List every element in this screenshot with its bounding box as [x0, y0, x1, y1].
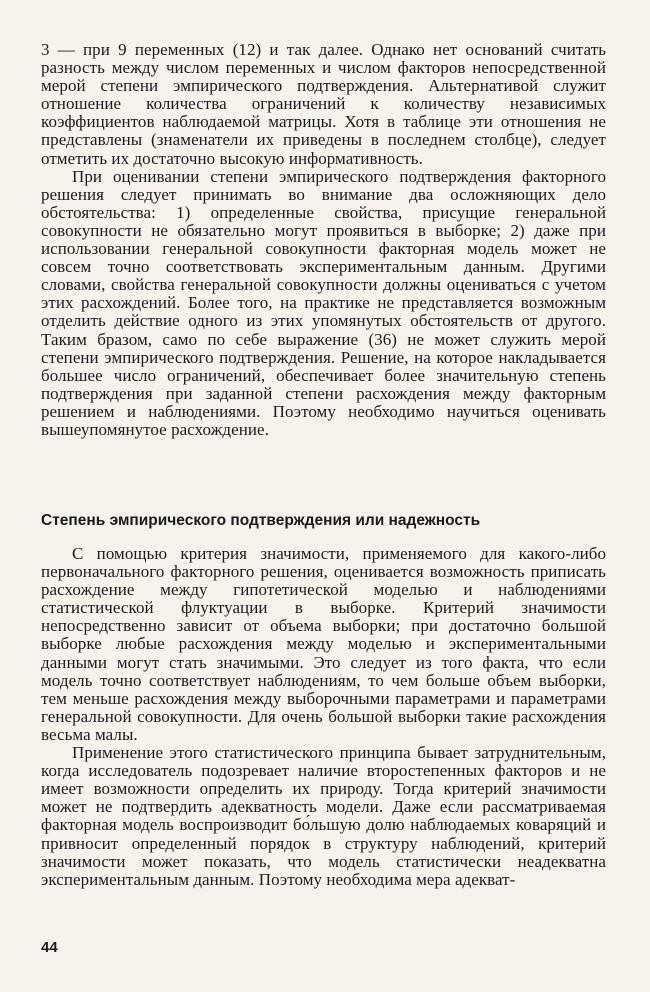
paragraph-significance-criterion: С помощью критерия значимости, применяемого для какого-либо первоначального факторного решения, оценивается возможность приписать расхождение между гипотетической моделью и наблюдениями статистической флуктуации в выборке. Критерий значимости непосредственно зависит от объема выборки; при достаточно большой выборке любые расхождения между моделью и экспериментальными данными могут стать значимыми. Это следует из того факта, что если модель точно соответствует наблюдениям, то чем больше объем выборки, тем меньше расхождения между выборочными параметрами и параметрами генеральной совокупности. Для очень большой выборки такие расхождения весьма малы. [41, 544, 606, 744]
paragraph-statistical-principle: Применение этого статистического принципа бывает затруднительным, когда исследователь подозревает наличие второстепенных факторов и не имеет возможности определить их природу. Тогда критерий значимости может не подтвердить адекватность модели. Даже если рассматриваемая факторная модель воспроизводит бо́льшую долю наблюдаемых коваряций и привносит определенный порядок в структуру наблюдений, критерий значимости может показать, что модель статистически неадекватна экспериментальным данным. Поэтому необходима мера адекват- [41, 743, 606, 889]
paragraph-confirmation-difficulties: При оценивании степени эмпирического подтверждения факторного решения следует принимать во внимание два осложняющих дело обстоятельства: 1) определенные свойства, присущие генеральной совокупности не обязательно могут проявиться в выборке; 2) даже при использовании генеральной совокупности факторная модель может не совсем точно соответствовать экспериментальным данным. Другими словами, свойства генеральной совокупности должны оцениваться с учетом этих расхождений. Более того, на практике не представляется возможным отделить действие одного из этих упомянутых обстоятельств от другого. Таким бразом, само по себе выражение (36) не может служить мерой степени эмпирического подтверждения. Решение, на которое накладывается большее число ограничений, обеспечивает более значительную степень подтверждения при заданной степени расхождения между факторным решением и наблюдениями. Поэтому необходимо научиться оценивать вышеупомянутое расхождение. [41, 166, 606, 439]
page-number: 44 [41, 939, 58, 956]
section-heading: Степень эмпирического подтверждения или надежность [41, 512, 481, 529]
paragraph-continuation: 3 — при 9 переменных (12) и так далее. Однако нет оснований считать разность между числом переменных и числом факторов непосредственной мерой степени эмпирического подтверждения. Альтернативой служит отношение количества ограничений к количеству независимых коэффициентов наблюдаемой матрицы. Хотя в таблице эти отношения не представлены (знаменатели их приведены в последнем столбце), следует отметить их достаточно высокую информативность. [41, 40, 606, 168]
text-block-bottom [41, 545, 606, 889]
text-block-top [41, 41, 606, 439]
